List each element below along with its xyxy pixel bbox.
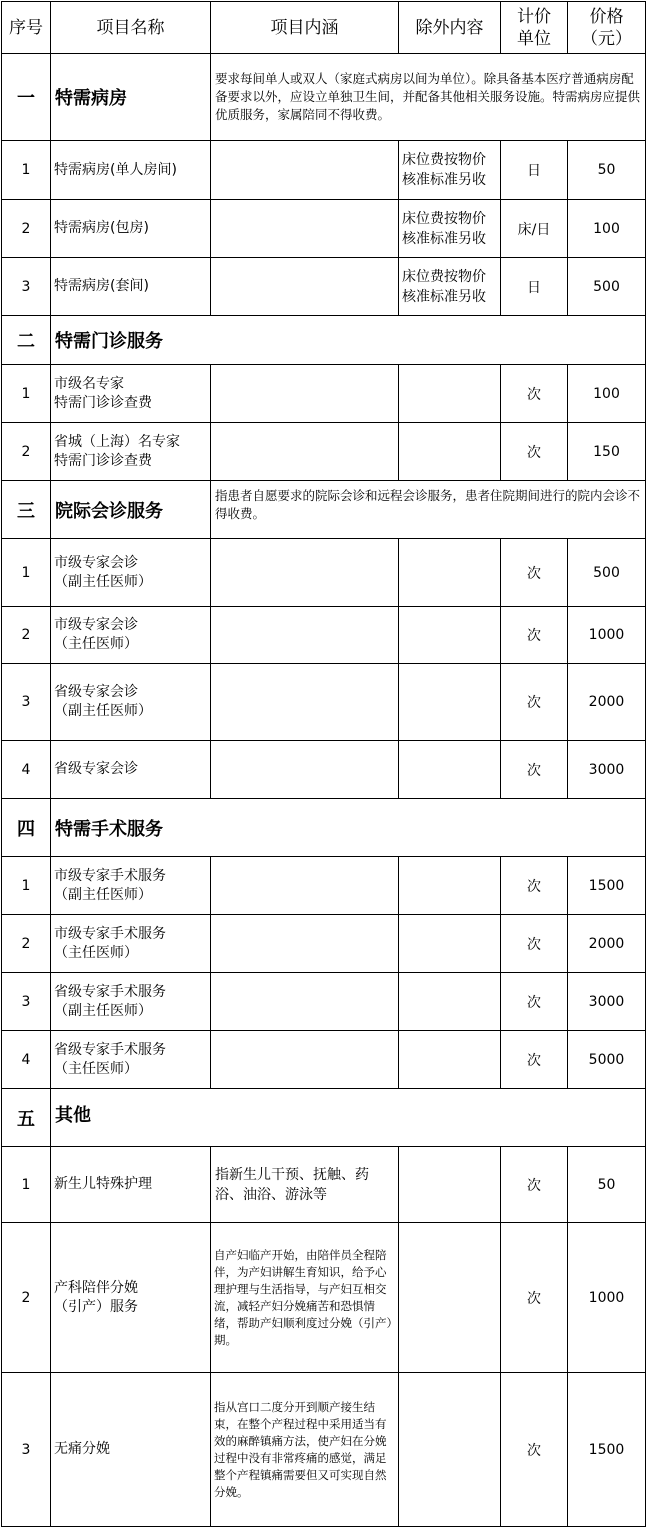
item-unit: 次 xyxy=(501,664,568,741)
section-note: 指患者自愿要求的院际会诊和远程会诊服务，患者住院期间进行的院内会诊不得收费。 xyxy=(211,481,646,539)
item-name: 市级专家会诊 （副主任医师） xyxy=(51,539,211,607)
table-row xyxy=(2,200,646,258)
section-number: 五 xyxy=(2,1089,51,1147)
item-content xyxy=(211,973,399,1031)
section-number: 四 xyxy=(2,799,51,857)
item-number: 2 xyxy=(2,915,51,973)
item-unit: 次 xyxy=(501,1147,568,1223)
item-price: 150 xyxy=(568,423,646,481)
item-unit: 次 xyxy=(501,857,568,915)
item-excluded xyxy=(399,365,501,423)
item-content xyxy=(211,539,399,607)
section-title: 特需手术服务 xyxy=(51,799,646,857)
table-row xyxy=(2,1373,646,1527)
item-price: 100 xyxy=(568,365,646,423)
item-number: 2 xyxy=(2,200,51,258)
table-row xyxy=(2,1031,646,1089)
item-content xyxy=(211,607,399,664)
item-content: 自产妇临产开始，由陪伴员全程陪伴，为产妇讲解生育知识，给予心理护理与生活指导，与产妇互相交流，减轻产妇分娩痛苦和恐惧情绪，帮助产妇顺利度过分娩（引产）期。 xyxy=(211,1223,399,1373)
item-name: 特需病房(单人房间) xyxy=(51,141,211,200)
table-row xyxy=(2,1147,646,1223)
table-row xyxy=(2,857,646,915)
item-price: 3000 xyxy=(568,741,646,799)
section-row xyxy=(2,316,646,365)
item-unit: 次 xyxy=(501,1031,568,1089)
section-number: 三 xyxy=(2,481,51,539)
table-row xyxy=(2,741,646,799)
item-name: 市级名专家 特需门诊诊查费 xyxy=(51,365,211,423)
item-excluded xyxy=(399,423,501,481)
header-name: 项目名称 xyxy=(51,2,211,54)
table-row xyxy=(2,1223,646,1373)
item-number: 2 xyxy=(2,1223,51,1373)
item-excluded xyxy=(399,607,501,664)
item-number: 1 xyxy=(2,141,51,200)
item-name: 省级专家手术服务 （主任医师） xyxy=(51,1031,211,1089)
section-note: 要求每间单人或双人（家庭式病房以间为单位）。除具备基本医疗普通病房配备要求以外，应设立单独卫生间，并配备其他相关服务设施。特需病房应提供优质服务，家属陪同不得收费。 xyxy=(211,54,646,141)
item-price: 1500 xyxy=(568,1373,646,1527)
item-content xyxy=(211,741,399,799)
section-row xyxy=(2,481,646,539)
item-number: 3 xyxy=(2,973,51,1031)
item-price: 500 xyxy=(568,258,646,316)
item-price: 500 xyxy=(568,539,646,607)
item-name: 省级专家会诊 （副主任医师） xyxy=(51,664,211,741)
item-name: 特需病房(套间) xyxy=(51,258,211,316)
item-unit: 次 xyxy=(501,365,568,423)
item-number: 1 xyxy=(2,857,51,915)
table-row xyxy=(2,423,646,481)
section-row xyxy=(2,54,646,141)
item-excluded xyxy=(399,1031,501,1089)
item-price: 1000 xyxy=(568,607,646,664)
item-content xyxy=(211,915,399,973)
item-excluded xyxy=(399,857,501,915)
item-number: 2 xyxy=(2,607,51,664)
item-excluded xyxy=(399,741,501,799)
item-excluded: 床位费按物价 核准标准另收 xyxy=(399,200,501,258)
header-seq: 序号 xyxy=(2,2,51,54)
item-unit: 次 xyxy=(501,973,568,1031)
item-name: 省级专家手术服务 （副主任医师） xyxy=(51,973,211,1031)
item-name: 特需病房(包房) xyxy=(51,200,211,258)
item-price: 1500 xyxy=(568,857,646,915)
item-excluded xyxy=(399,1373,501,1527)
item-content: 指从宫口二度分开到顺产接生结束，在整个产程过程中采用适当有效的麻醉镇痛方法，使产妇在分娩过程中没有非常疼痛的感觉，满足整个产程镇痛需要但又可实现自然分娩。 xyxy=(211,1373,399,1527)
item-content xyxy=(211,664,399,741)
price-table xyxy=(1,1,646,1527)
item-number: 3 xyxy=(2,258,51,316)
item-unit: 次 xyxy=(501,423,568,481)
header-unit: 计价 单位 xyxy=(501,2,568,54)
item-content xyxy=(211,1031,399,1089)
item-name: 省城（上海）名专家 特需门诊诊查费 xyxy=(51,423,211,481)
section-title: 特需病房 xyxy=(51,54,211,141)
item-unit: 次 xyxy=(501,741,568,799)
item-excluded xyxy=(399,915,501,973)
item-price: 50 xyxy=(568,1147,646,1223)
item-price: 1000 xyxy=(568,1223,646,1373)
item-excluded xyxy=(399,664,501,741)
item-content xyxy=(211,141,399,200)
item-price: 5000 xyxy=(568,1031,646,1089)
item-number: 1 xyxy=(2,1147,51,1223)
item-excluded: 床位费按物价 核准标准另收 xyxy=(399,141,501,200)
table-row xyxy=(2,539,646,607)
item-unit: 次 xyxy=(501,539,568,607)
table-row xyxy=(2,915,646,973)
item-price: 2000 xyxy=(568,664,646,741)
item-price: 50 xyxy=(568,141,646,200)
item-name: 市级专家会诊 （主任医师） xyxy=(51,607,211,664)
item-number: 4 xyxy=(2,741,51,799)
header-price: 价格 （元） xyxy=(568,2,646,54)
item-unit: 次 xyxy=(501,607,568,664)
item-price: 100 xyxy=(568,200,646,258)
header-content: 项目内涵 xyxy=(211,2,399,54)
item-number: 3 xyxy=(2,664,51,741)
item-unit: 日 xyxy=(501,258,568,316)
item-unit: 次 xyxy=(501,1373,568,1527)
item-unit: 次 xyxy=(501,1223,568,1373)
table-row xyxy=(2,973,646,1031)
item-unit: 床/日 xyxy=(501,200,568,258)
item-unit: 次 xyxy=(501,915,568,973)
item-excluded xyxy=(399,973,501,1031)
item-number: 3 xyxy=(2,1373,51,1527)
item-name: 省级专家会诊 xyxy=(51,741,211,799)
item-content: 指新生儿干预、抚触、药浴、油浴、游泳等 xyxy=(211,1147,399,1223)
table-row xyxy=(2,365,646,423)
table-row xyxy=(2,664,646,741)
section-number: 二 xyxy=(2,316,51,365)
table-row xyxy=(2,141,646,200)
item-name: 市级专家手术服务 （副主任医师） xyxy=(51,857,211,915)
table-row xyxy=(2,258,646,316)
item-excluded xyxy=(399,1147,501,1223)
item-excluded: 床位费按物价 核准标准另收 xyxy=(399,258,501,316)
item-content xyxy=(211,258,399,316)
section-title: 特需门诊服务 xyxy=(51,316,646,365)
item-content xyxy=(211,200,399,258)
item-unit: 日 xyxy=(501,141,568,200)
section-title: 院际会诊服务 xyxy=(51,481,211,539)
item-excluded xyxy=(399,1223,501,1373)
item-name: 新生儿特殊护理 xyxy=(51,1147,211,1223)
item-content xyxy=(211,423,399,481)
section-number: 一 xyxy=(2,54,51,141)
item-content xyxy=(211,365,399,423)
item-content xyxy=(211,857,399,915)
item-excluded xyxy=(399,539,501,607)
item-price: 3000 xyxy=(568,973,646,1031)
table-row xyxy=(2,607,646,664)
item-number: 1 xyxy=(2,365,51,423)
section-title: 其他 xyxy=(51,1089,646,1147)
header-row xyxy=(2,2,646,54)
item-price: 2000 xyxy=(568,915,646,973)
section-row xyxy=(2,1089,646,1147)
item-number: 4 xyxy=(2,1031,51,1089)
item-number: 1 xyxy=(2,539,51,607)
item-name: 无痛分娩 xyxy=(51,1373,211,1527)
item-number: 2 xyxy=(2,423,51,481)
item-name: 市级专家手术服务 （主任医师） xyxy=(51,915,211,973)
item-name: 产科陪伴分娩 （引产）服务 xyxy=(51,1223,211,1373)
header-excluded: 除外内容 xyxy=(399,2,501,54)
section-row xyxy=(2,799,646,857)
